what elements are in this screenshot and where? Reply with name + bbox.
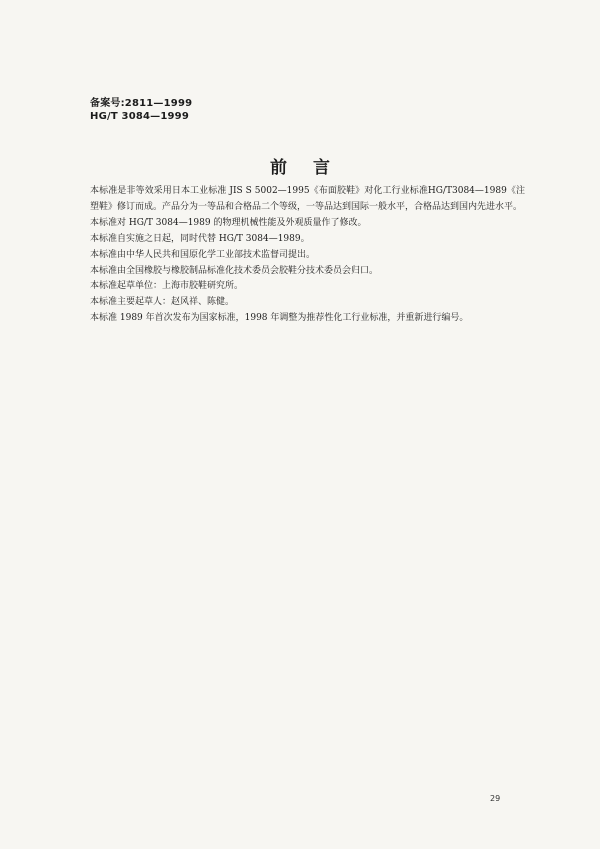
paragraph-drafting-unit: 本标准起草单位：上海市胶鞋研究所。 bbox=[90, 281, 244, 292]
page-number: 29 bbox=[490, 794, 501, 803]
paragraph-history: 本标准 1989 年首次发布为国家标准，1998 年调整为推荐性化工行业标准，并重新进行编号。 bbox=[90, 313, 469, 324]
page-title: 前言 bbox=[270, 158, 356, 178]
document-identifiers bbox=[90, 97, 192, 123]
standard-code: HG/T 3084—1999 bbox=[90, 111, 189, 122]
foreword-body bbox=[90, 184, 525, 327]
paragraph-committee: 本标准由全国橡胶与橡胶制品标准化技术委员会胶鞋分技术委员会归口。 bbox=[90, 265, 379, 276]
paragraph-drafters: 本标准主要起草人：赵风祥、陈健。 bbox=[90, 297, 235, 308]
record-number: 备案号:2811—1999 bbox=[90, 98, 193, 109]
paragraph-proposer: 本标准由中华人民共和国原化学工业部技术监督司提出。 bbox=[90, 249, 316, 260]
paragraph-modifications: 本标准对 HG/T 3084—1989 的物理机械性能及外观质量作了修改。 bbox=[90, 217, 367, 228]
paragraph-replacement: 本标准自实施之日起，同时代替 HG/T 3084—1989。 bbox=[90, 233, 310, 244]
paragraph-adoption: 本标准是非等效采用日本工业标准 JIS S 5002—1995《布面胶鞋》对化工行业标准HG/T3084—1989《注塑鞋》修订而成。产品分为一等品和合格品二个等级，一等品达到国际一般水平，合格品达到国内先进水平。 bbox=[90, 186, 525, 212]
